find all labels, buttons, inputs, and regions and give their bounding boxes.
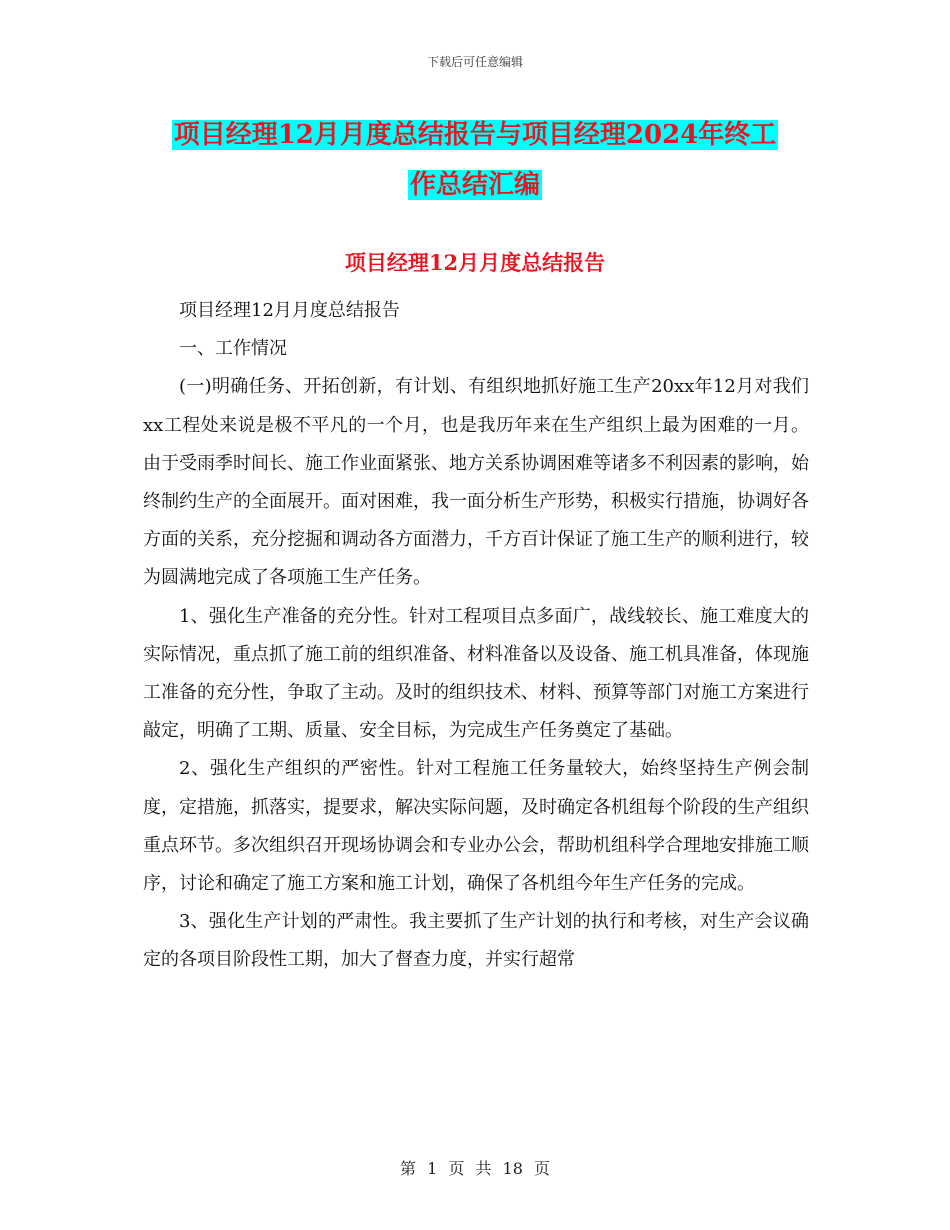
title-line-2: 作总结汇编 [409,170,540,200]
header-note: 下载后可任意编辑 [426,55,523,69]
body-text [143,292,809,980]
paragraph: 2、强化生产组织的严密性。针对工程施工任务量较大，始终坚持生产例会制度，定措施，抓落实，提要求，解决实际问题，及时确定各机组每个阶段的生产组织重点环节。多次组织召开现场协调会和专业办公会，帮助机组科学合理地安排施工顺序，讨论和确定了施工方案和施工计划，确保了各机组今年生产任务的完成。 [143,758,809,895]
paragraph: 项目经理12月月度总结报告 [179,300,400,321]
paragraph: 1、强化生产准备的充分性。针对工程项目点多面广，战线较长、施工难度大的实际情况，重点抓了施工前的组织准备、材料准备以及设备、施工机具准备，体现施工准备的充分性，争取了主动。及时的组织技术、材料、预算等部门对施工方案进行敲定，明确了工期、质量、安全目标，为完成生产任务奠定了基础。 [143,605,809,742]
paragraph: (一)明确任务、开拓创新，有计划、有组织地抓好施工生产20xx年12月对我们xx工程处来说是极不平凡的一个月，也是我历年来在生产组织上最为困难的一月。由于受雨季时间长、施工作业面紧张、地方关系协调困难等诸多不利因素的影响，始终制约生产的全面展开。面对困难，我一面分析生产形势，积极实行措施，协调好各方面的关系，充分挖掘和调动各方面潜力，千方百计保证了施工生产的顺利进行，较为圆满地完成了各项施工生产任务。 [143,376,809,589]
paragraph: 3、强化生产计划的严肃性。我主要抓了生产计划的执行和考核，对生产会议确定的各项目阶段性工期，加大了督查力度，并实行超常 [143,911,809,971]
page-footer: 第 1 页 共 18 页 [400,1159,550,1178]
section-title: 项目经理12月月度总结报告 [344,250,606,275]
title-line-1: 项目经理12月月度总结报告与项目经理2024年终工 [173,120,777,150]
paragraph: 一、工作情况 [179,338,287,360]
document-title [140,110,810,210]
